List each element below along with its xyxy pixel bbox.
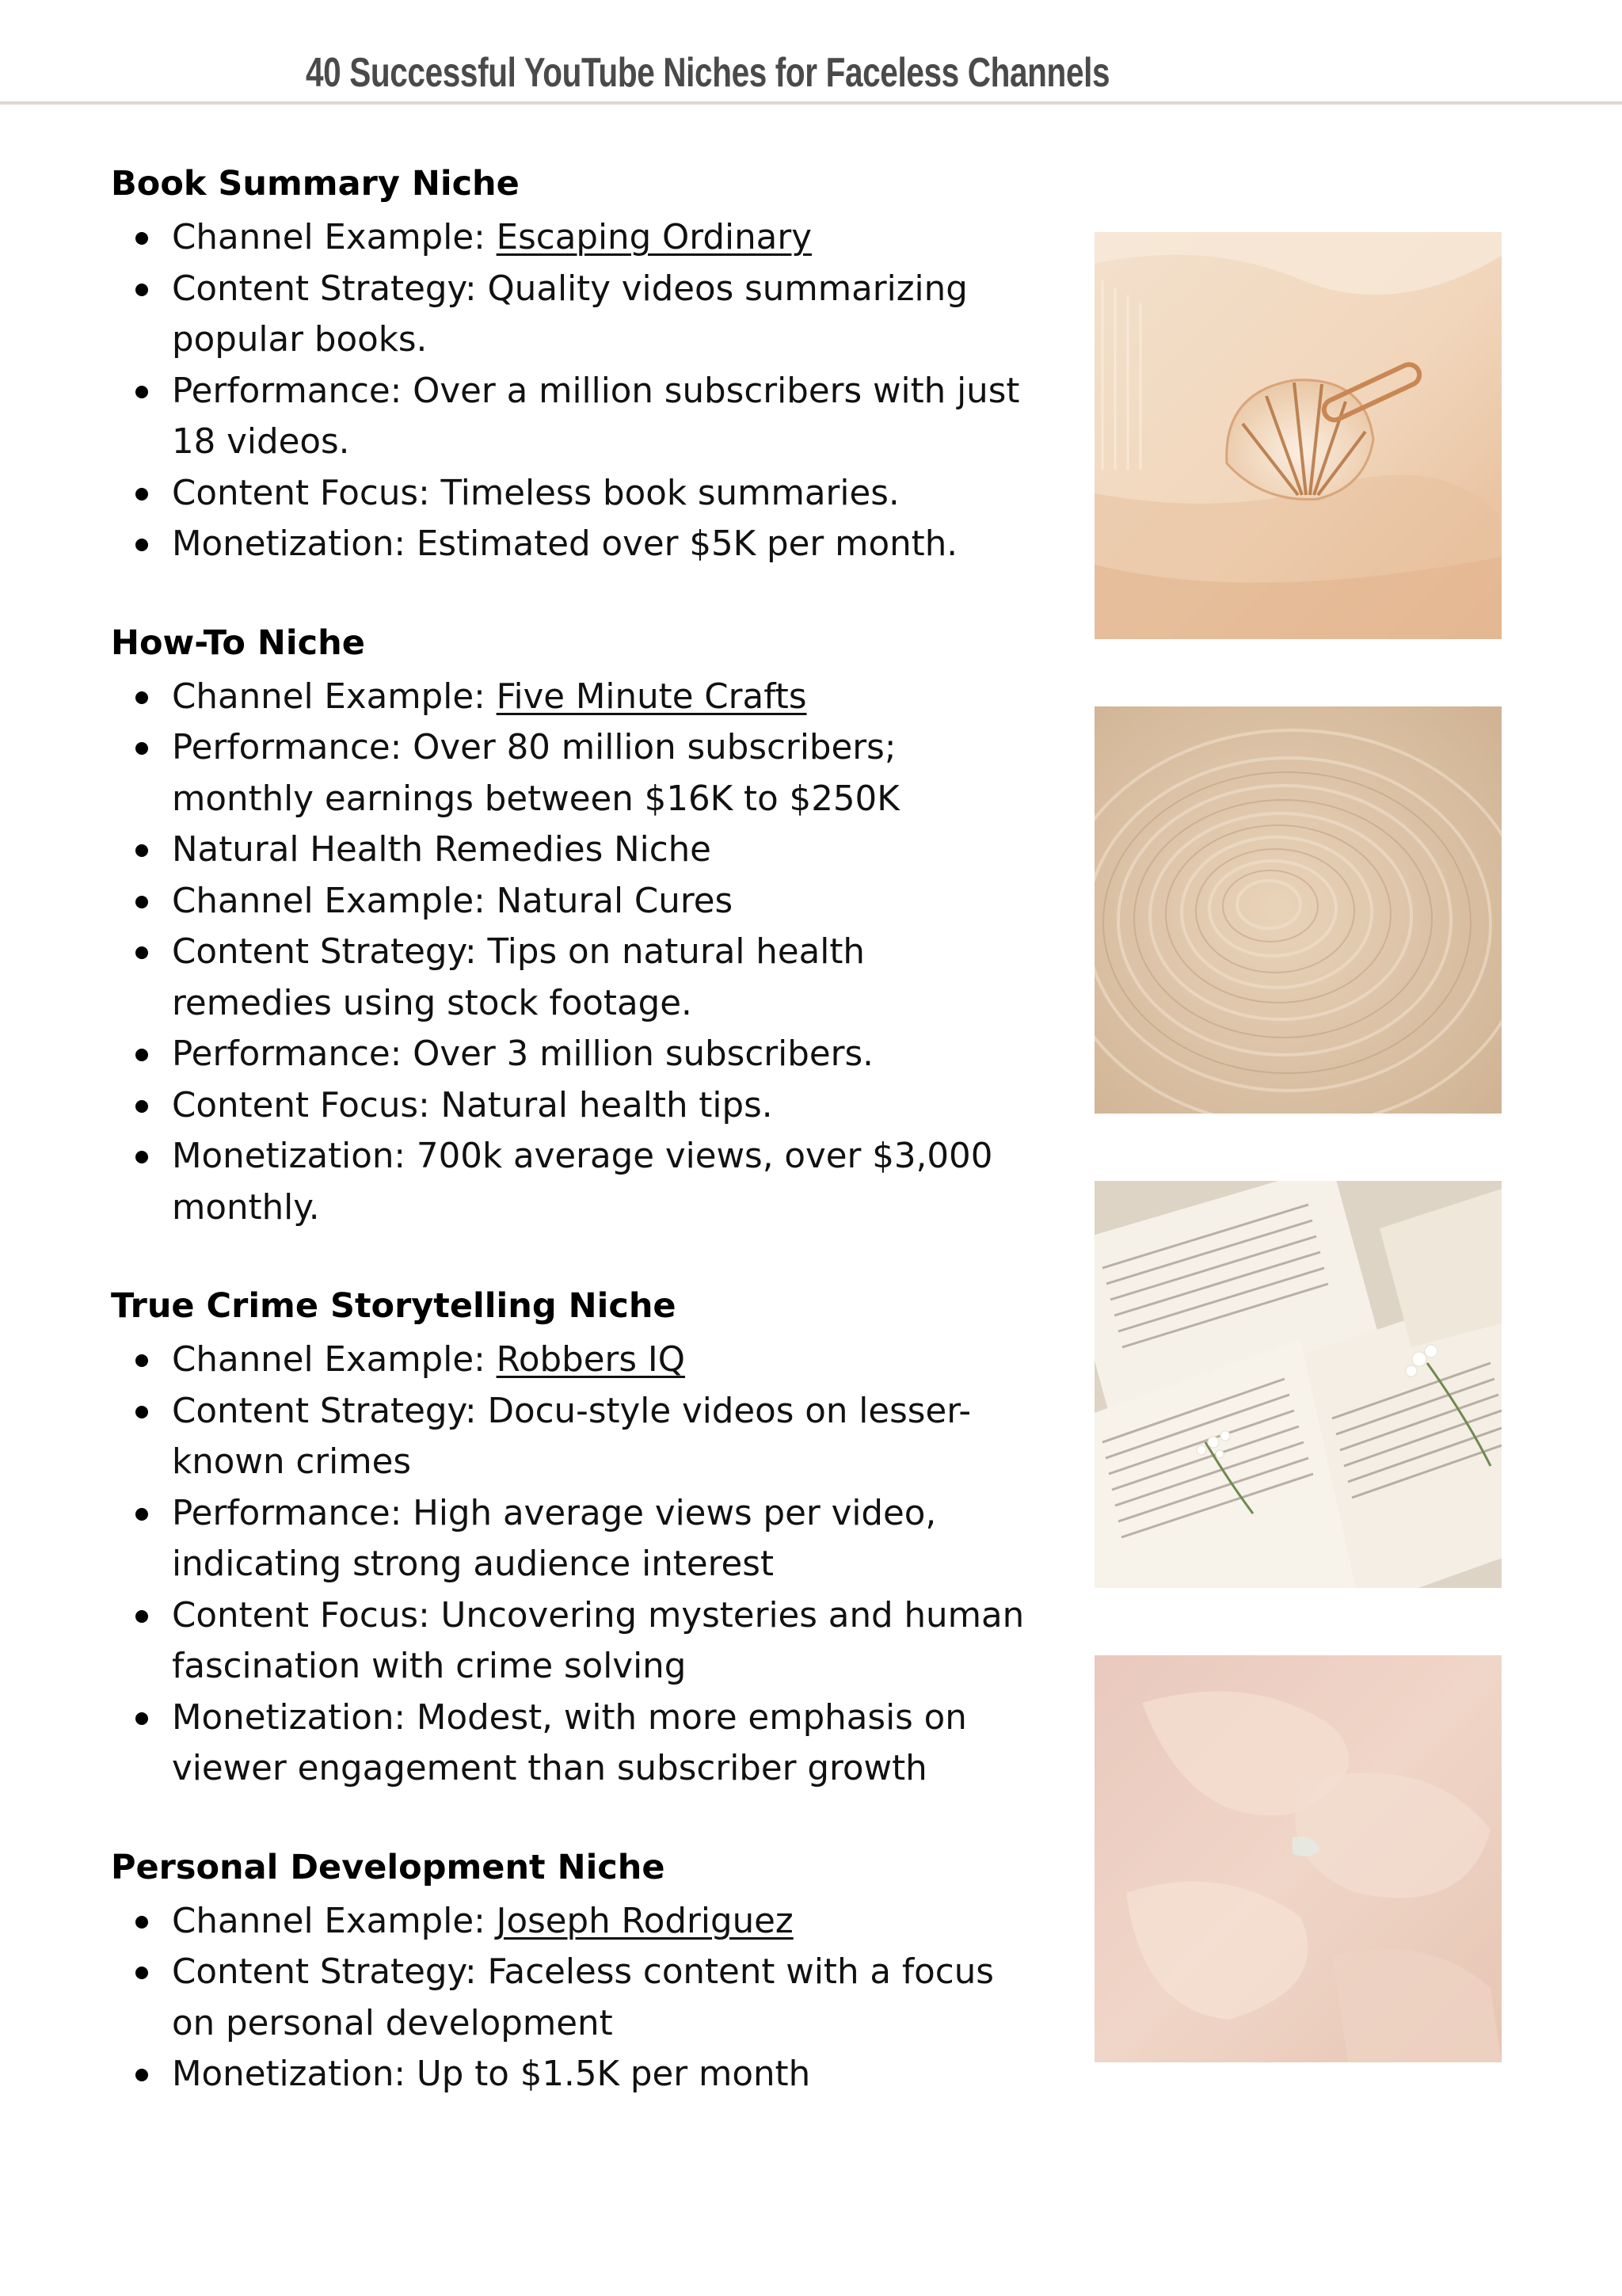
section-title: True Crime Storytelling Niche bbox=[111, 1286, 676, 1326]
list-item bbox=[111, 824, 1030, 876]
item-text: Natural Health Remedies Niche bbox=[172, 830, 711, 870]
channel-link[interactable]: Robbers IQ bbox=[496, 1340, 685, 1380]
list-item bbox=[111, 876, 1030, 927]
item-text: Content Strategy: Tips on natural health remedies using stock footage. bbox=[172, 932, 865, 1023]
list-item bbox=[111, 519, 1030, 570]
page-title: 40 Successful YouTube Niches for Faceless Channels bbox=[306, 50, 1110, 96]
list-item bbox=[111, 1131, 1030, 1233]
list-item bbox=[111, 672, 1030, 723]
bullet-icon bbox=[135, 284, 148, 296]
list-item bbox=[111, 366, 1030, 468]
item-label: Channel Example: bbox=[172, 676, 497, 717]
list-item bbox=[111, 1590, 1030, 1692]
open-books-photo bbox=[1095, 1181, 1502, 1588]
bullet-icon bbox=[135, 1967, 148, 1979]
item-text: Monetization: Up to $1.5K per month bbox=[172, 2054, 811, 2094]
section-how-to bbox=[111, 621, 1030, 1234]
list-item bbox=[111, 1029, 1030, 1080]
bullet-icon bbox=[135, 539, 148, 551]
shell-clip-photo bbox=[1095, 232, 1502, 639]
item-text: Performance: High average views per video, indicating strong audience interest bbox=[172, 1493, 937, 1584]
item-text: Performance: Over a million subscribers with just 18 videos. bbox=[172, 371, 1020, 462]
section-personal-development bbox=[111, 1845, 1030, 2100]
item-label: Channel Example: bbox=[172, 218, 497, 257]
item-text: Performance: Over 3 million subscribers. bbox=[172, 1034, 874, 1074]
list-item bbox=[111, 1488, 1030, 1590]
bullet-icon bbox=[135, 1712, 148, 1725]
list-item bbox=[111, 1080, 1030, 1132]
item-text: Content Strategy: Quality videos summarizing popular books. bbox=[172, 268, 968, 360]
item-label: Channel Example: bbox=[172, 1901, 497, 1941]
list-item bbox=[111, 722, 1030, 824]
bullet-list bbox=[111, 1335, 1030, 1795]
item-text: Content Focus: Timeless book summaries. bbox=[172, 473, 900, 513]
bullet-icon bbox=[135, 1151, 148, 1163]
bullet-icon bbox=[135, 386, 148, 398]
item-label: Channel Example: bbox=[172, 1340, 497, 1380]
bullet-icon bbox=[135, 1049, 148, 1061]
section-title: Personal Development Niche bbox=[111, 1847, 665, 1887]
list-item bbox=[111, 927, 1030, 1029]
item-text: Performance: Over 80 million subscribers; monthly earnings between $16K to $250K bbox=[172, 728, 900, 819]
item-text: Content Focus: Natural health tips. bbox=[172, 1085, 773, 1125]
list-item bbox=[111, 1947, 1030, 2049]
list-item bbox=[111, 1386, 1030, 1488]
list-item bbox=[111, 468, 1030, 520]
bullet-list bbox=[111, 672, 1030, 1234]
channel-link[interactable]: Joseph Rodriguez bbox=[496, 1901, 794, 1941]
item-text: Content Focus: Uncovering mysteries and human fascination with crime solving bbox=[172, 1595, 1025, 1686]
bullet-list bbox=[111, 212, 1030, 570]
bullet-icon bbox=[135, 1610, 148, 1623]
bullet-icon bbox=[135, 896, 148, 908]
main-content bbox=[111, 162, 1030, 2151]
list-item bbox=[111, 1335, 1030, 1386]
bullet-icon bbox=[135, 232, 148, 245]
list-item bbox=[111, 212, 1030, 264]
section-true-crime bbox=[111, 1284, 1030, 1795]
bullet-icon bbox=[135, 844, 148, 857]
bullet-icon bbox=[135, 1406, 148, 1418]
section-title: Book Summary Niche bbox=[111, 164, 520, 204]
bullet-icon bbox=[135, 1508, 148, 1521]
list-item bbox=[111, 1896, 1030, 1948]
swirl-texture-photo bbox=[1095, 706, 1502, 1114]
pink-paint-texture-photo bbox=[1095, 1655, 1502, 2062]
bullet-icon bbox=[135, 2069, 148, 2081]
list-item bbox=[111, 2049, 1030, 2100]
bullet-icon bbox=[135, 1100, 148, 1113]
section-title: How-To Niche bbox=[111, 623, 365, 663]
item-text: Monetization: Modest, with more emphasis on viewer engagement than subscriber growth bbox=[172, 1697, 967, 1788]
item-text: Content Strategy: Docu-style videos on lesser-known crimes bbox=[172, 1391, 972, 1482]
list-item bbox=[111, 264, 1030, 366]
bullet-icon bbox=[135, 1354, 148, 1367]
list-item bbox=[111, 1692, 1030, 1795]
section-book-summary bbox=[111, 162, 1030, 570]
item-text: Channel Example: Natural Cures bbox=[172, 881, 733, 921]
bullet-icon bbox=[135, 488, 148, 501]
channel-link[interactable]: Escaping Ordinary bbox=[496, 218, 812, 257]
item-text: Monetization: 700k average views, over $3,000 monthly. bbox=[172, 1137, 993, 1228]
item-text: Content Strategy: Faceless content with a focus on personal development bbox=[172, 1952, 994, 2043]
bullet-icon bbox=[135, 946, 148, 959]
item-text: Monetization: Estimated over $5K per month. bbox=[172, 524, 958, 564]
bullet-icon bbox=[135, 1916, 148, 1929]
bullet-icon bbox=[135, 742, 148, 755]
header-divider bbox=[0, 101, 1622, 105]
bullet-list bbox=[111, 1896, 1030, 2100]
channel-link[interactable]: Five Minute Crafts bbox=[496, 676, 807, 717]
bullet-icon bbox=[135, 691, 148, 704]
